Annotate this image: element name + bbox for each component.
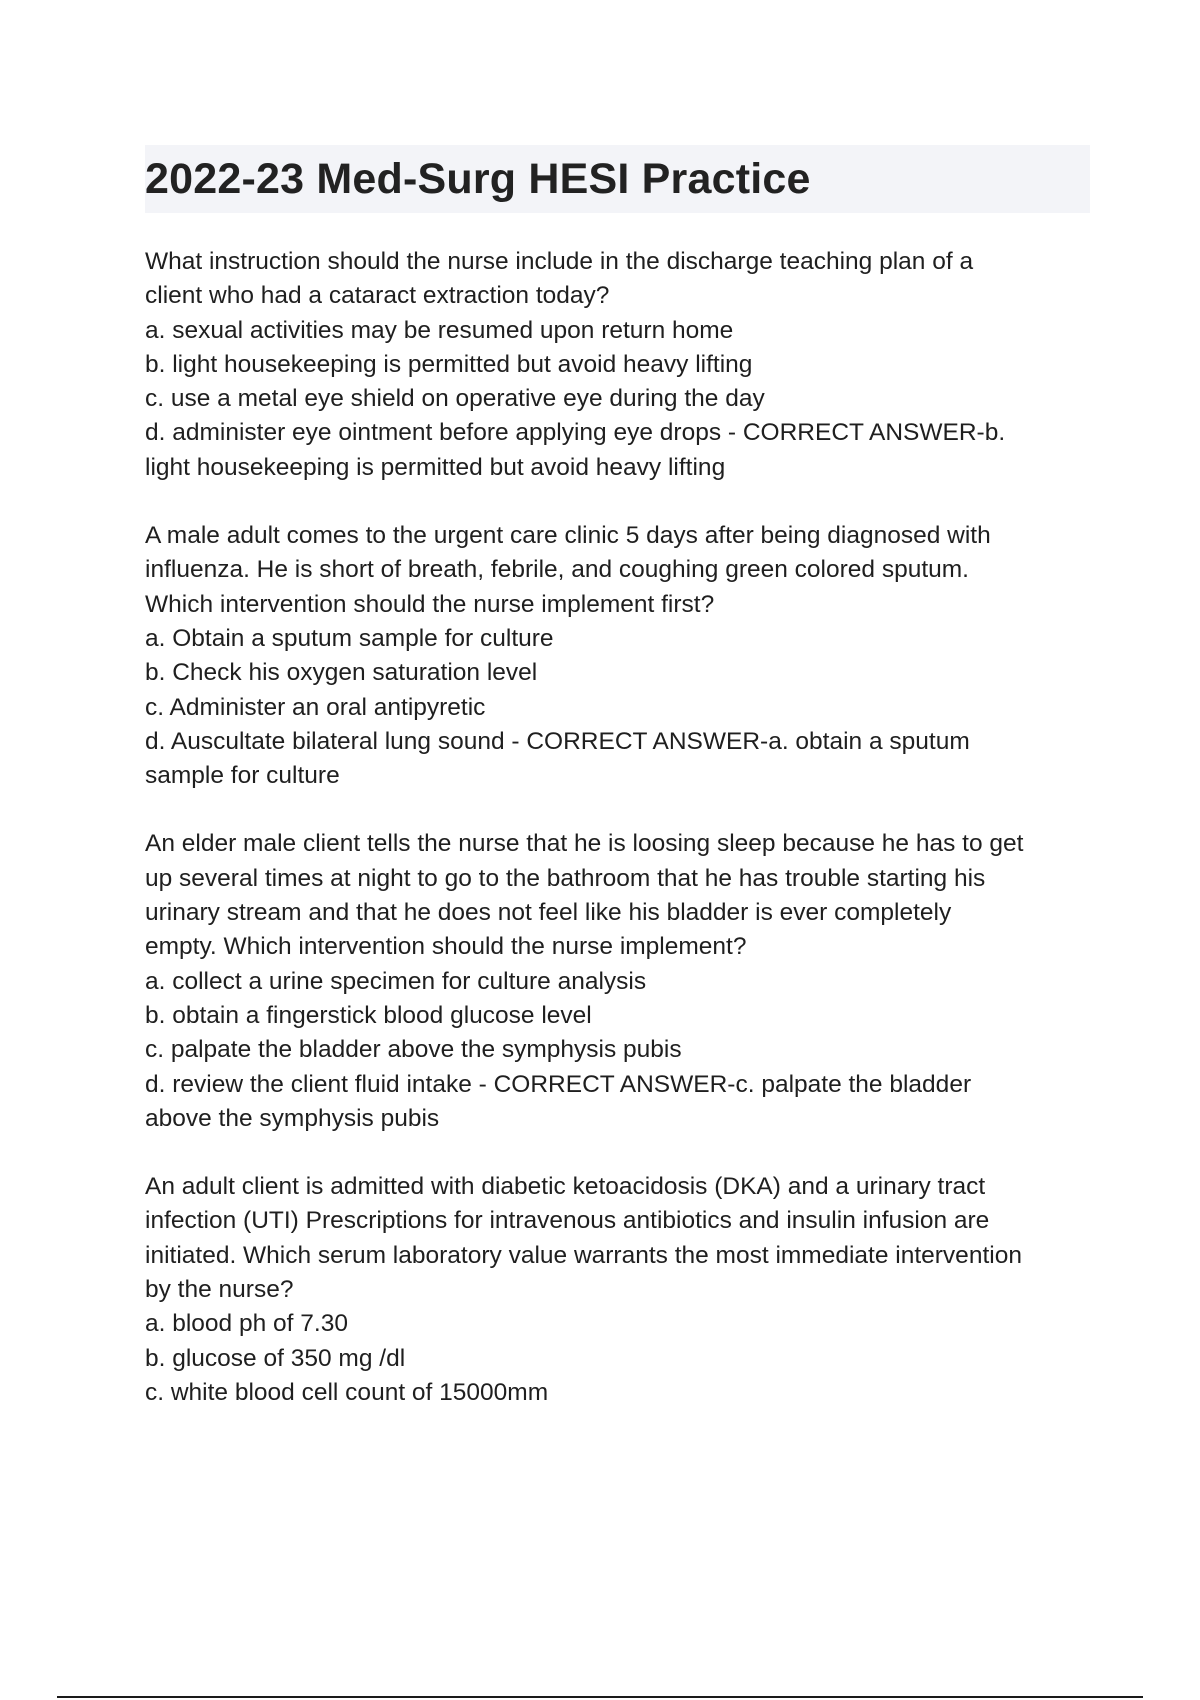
question-text-line: up several times at night to go to the bathroom that he has trouble starting his — [145, 864, 986, 892]
question-text-line: by the nurse? — [145, 1276, 294, 1304]
answer-option-c: c. Administer an oral antipyretic — [145, 693, 486, 721]
question-text-line: Which intervention should the nurse implement first? — [145, 590, 715, 618]
answer-option-a: a. collect a urine specimen for culture analysis — [145, 967, 647, 995]
question-text-line: A male adult comes to the urgent care clinic 5 days after being diagnosed with — [145, 522, 991, 550]
answer-option-a: a. Obtain a sputum sample for culture — [145, 624, 554, 652]
question-text-line: What instruction should the nurse include in the discharge teaching plan of a — [145, 248, 974, 275]
answer-option-b: b. obtain a fingerstick blood glucose level — [145, 1001, 592, 1029]
question-text-line: initiated. Which serum laboratory value warrants the most immediate intervention — [145, 1241, 1022, 1269]
question-text-line: infection (UTI) Prescriptions for intravenous antibiotics and insulin infusion are — [145, 1207, 990, 1235]
question-text-line: An adult client is admitted with diabetic ketoacidosis (DKA) and a urinary tract — [145, 1173, 986, 1201]
question-text-line: empty. Which intervention should the nurse implement? — [145, 933, 747, 961]
answer-option-a: a. blood ph of 7.30 — [145, 1310, 348, 1338]
answer-option-b: b. Check his oxygen saturation level — [145, 659, 538, 687]
correct-answer-line: above the symphysis pubis — [145, 1104, 440, 1132]
page-title: 2022-23 Med-Surg HESI Practice — [145, 155, 811, 203]
document-body — [145, 245, 1100, 1444]
answer-option-b: b. light housekeeping is permitted but avoid heavy lifting — [145, 350, 753, 378]
answer-option-d: d. review the client fluid intake - CORRECT ANSWER-c. palpate the bladder — [145, 1070, 972, 1098]
question-text-line: An elder male client tells the nurse that he is loosing sleep because he has to get — [145, 830, 1024, 858]
question-text-line: urinary stream and that he does not feel like his bladder is ever completely — [145, 899, 952, 927]
question-text-line: client who had a cataract extraction today? — [145, 282, 610, 310]
answer-option-d: d. Auscultate bilateral lung sound - CORRECT ANSWER-a. obtain a sputum — [145, 727, 970, 755]
question-block-4 — [145, 1170, 1100, 1410]
answer-option-c: c. white blood cell count of 15000mm — [145, 1378, 549, 1406]
answer-option-a: a. sexual activities may be resumed upon return home — [145, 316, 734, 344]
correct-answer-line: sample for culture — [145, 762, 340, 790]
correct-answer-line: light housekeeping is permitted but avoid heavy lifting — [145, 453, 726, 481]
question-block-3 — [145, 827, 1100, 1136]
question-text-line: influenza. He is short of breath, febrile, and coughing green colored sputum. — [145, 556, 969, 584]
answer-option-d: d. administer eye ointment before applying eye drops - CORRECT ANSWER-b. — [145, 419, 1006, 447]
title-banner — [145, 145, 1090, 213]
answer-option-c: c. use a metal eye shield on operative eye during the day — [145, 385, 765, 413]
footer-divider — [57, 1696, 1143, 1698]
question-block-1 — [145, 245, 1100, 485]
answer-option-c: c. palpate the bladder above the symphysis pubis — [145, 1036, 682, 1064]
answer-option-b: b. glucose of 350 mg /dl — [145, 1344, 406, 1372]
question-block-2 — [145, 519, 1100, 793]
